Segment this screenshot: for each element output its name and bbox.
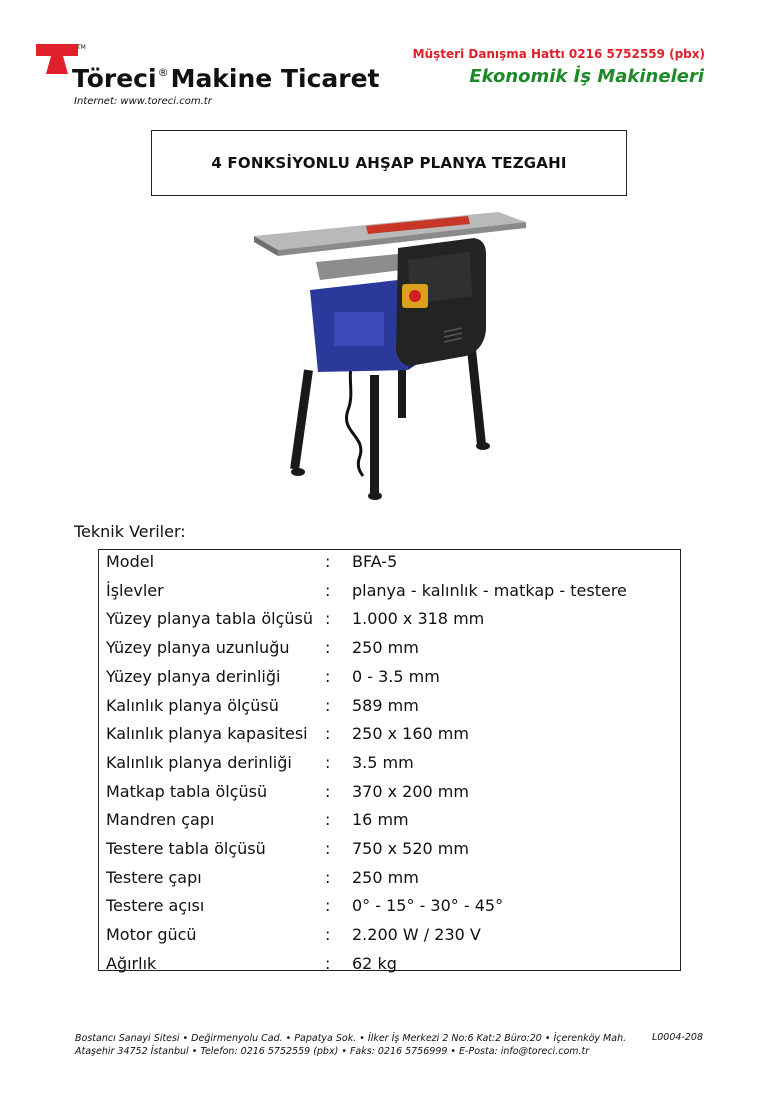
registered-mark: ® [157,66,169,79]
wood-planer-machine-icon [248,200,538,510]
table-row [99,837,680,866]
table-row [99,866,680,895]
spec-value: 589 mm [352,695,419,715]
spec-label: Ağırlık [106,953,157,973]
spec-label: Matkap tabla ölçüsü [106,781,268,801]
spec-value: 250 mm [352,638,419,658]
customer-hotline: Müşteri Danışma Hattı 0216 5752559 (pbx) [412,47,705,61]
spec-value: BFA-5 [352,552,398,571]
brand-name: Töreci [72,64,157,93]
spec-value: 0° - 15° - 30° - 45° [352,896,504,916]
document-code: L0004-208 [651,1032,703,1043]
spec-heading: Teknik Veriler: [74,522,186,541]
website-address: Internet: www.toreci.com.tr [74,96,212,107]
title-box [151,130,627,196]
spec-table [98,549,681,971]
spec-label: İşlevler [106,580,164,600]
spec-value: 1.000 x 318 mm [352,609,485,629]
footer-line-1: Bostancı Sanayi Sitesi • Değirmenyolu Cad. • Papatya Sok. • İlker İş Merkezi 2 No:6 Kat:2 Büro:20 • İçerenköy Mah. [75,1033,627,1044]
spec-colon: : [325,638,331,658]
table-row [99,636,680,665]
spec-colon: : [325,580,331,600]
table-row [99,579,680,608]
table-row [99,780,680,809]
spec-label: Kalınlık planya derinliği [106,752,292,772]
table-row [99,894,680,923]
company-logo [36,44,396,110]
spec-colon: : [325,666,331,686]
spec-label: Yüzey planya uzunluğu [106,638,290,658]
spec-value: planya - kalınlık - matkap - testere [352,580,627,600]
spec-colon: : [325,552,331,571]
table-row [99,751,680,780]
table-row [99,923,680,952]
spec-value: 0 - 3.5 mm [352,666,440,686]
company-name [72,64,380,93]
spec-label: Yüzey planya derinliği [106,666,281,686]
spec-value: 16 mm [352,810,409,830]
spec-value: 62 kg [352,953,397,973]
spec-label: Mandren çapı [106,810,215,830]
spec-colon: : [325,609,331,629]
spec-colon: : [325,752,331,772]
spec-value: 750 x 520 mm [352,839,469,858]
table-row [99,722,680,751]
spec-colon: : [325,867,331,887]
spec-colon: : [325,781,331,801]
spec-label: Testere çapı [106,867,202,887]
trademark-symbol: TM [77,44,86,51]
spec-colon: : [325,724,331,744]
table-row [99,550,680,579]
spec-value: 370 x 200 mm [352,781,469,801]
spec-label: Testere tabla ölçüsü [106,839,266,858]
spec-value: 250 mm [352,867,419,887]
spec-label: Yüzey planya tabla ölçüsü [106,609,313,629]
spec-value: 250 x 160 mm [352,724,469,744]
footer-address [75,1032,705,1058]
company-slogan: Ekonomik İş Makineleri [469,66,704,87]
brand-rest: Makine Ticaret [170,64,380,93]
spec-label: Kalınlık planya ölçüsü [106,695,279,715]
table-row [99,665,680,694]
spec-colon: : [325,953,331,973]
table-row [99,808,680,837]
table-row [99,694,680,723]
spec-colon: : [325,695,331,715]
spec-colon: : [325,925,331,945]
spec-colon: : [325,810,331,830]
spec-label: Testere açısı [106,896,205,916]
spec-colon: : [325,896,331,916]
spec-label: Model [106,552,155,571]
spec-label: Motor gücü [106,925,197,945]
document-title: 4 FONKSİYONLU AHŞAP PLANYA TEZGAHI [211,154,567,172]
footer-line-2: Ataşehir 34752 İstanbul • Telefon: 0216 5752559 (pbx) • Faks: 0216 5756999 • E-Posta: info@toreci.com.tr [75,1046,590,1057]
spec-value: 3.5 mm [352,752,414,772]
spec-value: 2.200 W / 230 V [352,925,481,945]
table-row [99,952,680,981]
spec-label: Kalınlık planya kapasitesi [106,724,308,744]
table-row [99,607,680,636]
spec-colon: : [325,839,331,858]
